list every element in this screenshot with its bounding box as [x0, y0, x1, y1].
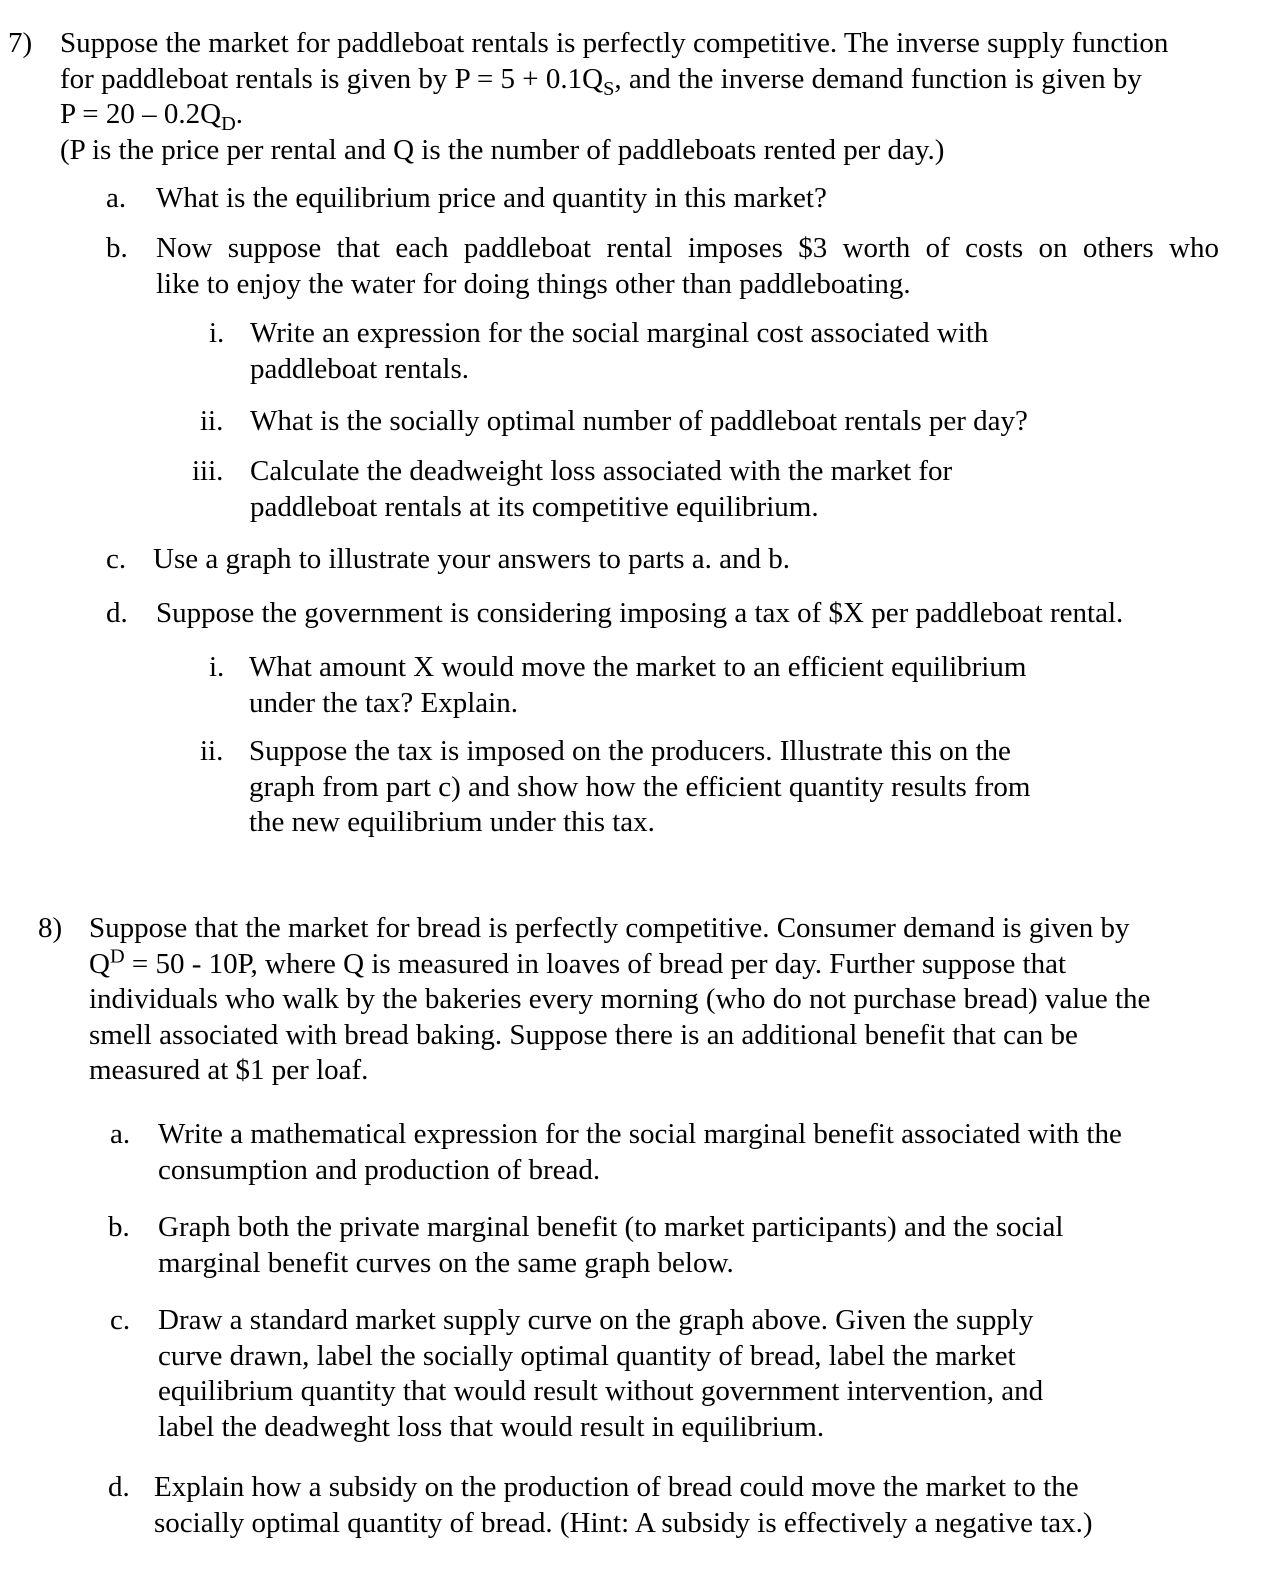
- question-7d-text: Suppose the government is considering imposing a tax of $X per paddleboat rental.: [156, 597, 1124, 629]
- question-7b-ii-label: ii.: [200, 405, 224, 437]
- question-7d-ii-label: ii.: [200, 735, 224, 767]
- question-7-intro-line: for paddleboat rentals is given by $P = 5 + 0.1Q_S$, and the inverse demand function is given by: [60, 62, 1142, 100]
- question-8-number: 8): [38, 912, 63, 944]
- question-7b-i-text: Write an expression for the social marginal cost associated with paddleboat rentals.: [250, 317, 989, 385]
- question-7b-label: b.: [106, 232, 128, 264]
- question-7-number: 7): [8, 27, 33, 59]
- question-8c-label: c.: [110, 1304, 131, 1336]
- question-7-intro-line: (P is the price per rental and Q is the number of paddleboats rented per day.): [60, 133, 945, 166]
- question-8b-label: b.: [108, 1211, 130, 1243]
- question-7-intro-line: Suppose the market for paddleboat rentals is perfectly competitive. The inverse supply function: [60, 27, 1169, 59]
- question-7b-iii-label: iii.: [192, 455, 224, 487]
- question-8c-text: Draw a standard market supply curve on the graph above. Given the supply curve drawn, label the socially optimal quantity of bread, label the market equilibrium quantity that would result without government intervention, and label the deadweght loss that would result in equilibrium.: [158, 1304, 1044, 1443]
- question-7b-text: Now suppose that each paddleboat rental imposes $3 worth of costs on others who like to enjoy the water for doing things other than paddleboating.: [156, 232, 1219, 300]
- question-7a-label: a.: [106, 182, 127, 214]
- question-7c-text: Use a graph to illustrate your answers to parts a. and b.: [153, 543, 791, 575]
- question-7b-ii-text: What is the socially optimal number of paddleboat rentals per day?: [250, 405, 1028, 437]
- question-8d-text: Explain how a subsidy on the production of bread could move the market to the socially optimal quantity of bread. (Hint: A subsidy is effectively a negative tax.): [154, 1471, 1093, 1539]
- question-7a-text: What is the equilibrium price and quantity in this market?: [156, 182, 827, 214]
- question-7-intro: [60, 26, 1225, 168]
- question-7c-label: c.: [106, 543, 127, 575]
- question-7d-label: d.: [106, 597, 128, 629]
- question-8a-label: a.: [110, 1118, 131, 1150]
- question-7b-iii-text: Calculate the deadweight loss associated with the market for paddleboat rentals at its competitive equilibrium.: [250, 455, 953, 523]
- question-8d-label: d.: [108, 1471, 130, 1503]
- question-8a-text: Write a mathematical expression for the social marginal benefit associated with the consumption and production of bread.: [158, 1118, 1122, 1186]
- question-8-intro: Suppose that the market for bread is perfectly competitive. Consumer demand is given by $Q^D = 50 - 10P$, where Q is measured in loaves of bread per day. Further suppose that individuals who walk by the bakeries every morning (who do not purchase bread) value the smell associated with bread baking. Suppose there is an additional benefit that can be measured at $1 per loaf.: [89, 912, 1151, 1086]
- question-8b-text: Graph both the private marginal benefit (to market participants) and the social marginal benefit curves on the same graph below.: [158, 1211, 1064, 1279]
- question-7-intro-line: $P = 20 - 0.2Q_D$.: [60, 98, 244, 135]
- question-7b-i-label: i.: [209, 317, 225, 349]
- question-7d-ii-text: Suppose the tax is imposed on the producers. Illustrate this on the graph from part c) and show how the efficient quantity results from the new equilibrium under this tax.: [249, 735, 1031, 838]
- question-7d-i-label: i.: [209, 651, 225, 683]
- question-7d-i-text: What amount X would move the market to an efficient equilibrium under the tax? Explain.: [249, 651, 1027, 719]
